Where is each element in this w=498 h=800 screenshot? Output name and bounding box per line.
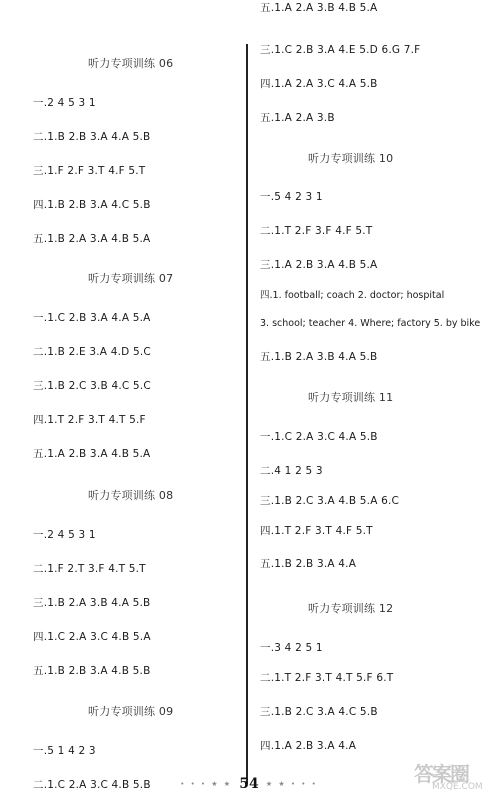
section-title: 听力专项训练 06 [88,57,174,70]
answer-line: 3. school; teacher 4. Where; factory 5. by bike [260,318,481,329]
left-column [0,0,245,791]
page-number: 54 [239,776,259,792]
section-title: 听力专项训练 07 [88,272,174,285]
answer-line: 二.1.T 2.F 3.T 4.T 5.F 6.T [260,672,394,684]
answer-line: 五.1.B 2.A 3.B 4.A 5.B [260,351,378,363]
answer-line: 四.1.A 2.A 3.C 4.A 5.B [260,78,378,90]
answer-line: 五.1.A 2.A 3.B [260,112,335,124]
answer-line: 三.1.B 2.A 3.B 4.A 5.B [33,597,151,609]
section-title: 听力专项训练 10 [308,152,394,165]
right-column [249,0,498,760]
answer-line: 一.1.C 2.A 3.C 4.A 5.B [260,431,378,443]
answer-line: 二.1.C 2.A 3.C 4.B 5.B [33,779,151,791]
answer-line: 二.1.F 2.T 3.F 4.T 5.T [33,563,146,575]
footer-stars-left: • • • ★ ★ [180,780,233,788]
answer-line: 二.1.B 2.E 3.A 4.D 5.C [33,346,151,358]
watermark-logo: 答案圈 [414,762,468,786]
answer-line: 一.3 4 2 5 1 [260,642,323,654]
answer-line: 三.1.B 2.C 3.B 4.C 5.C [33,380,151,392]
answer-line: 四.1.B 2.B 3.A 4.C 5.B [33,199,151,211]
watermark [414,758,492,796]
answer-line: 二.4 1 2 5 3 [260,465,323,477]
answer-line: 一.1.C 2.B 3.A 4.A 5.A [33,312,151,324]
answer-line: 五.1.A 2.B 3.A 4.B 5.A [33,448,151,460]
answer-line: 三.1.B 2.C 3.A 4.C 5.B [260,706,378,718]
section-title: 听力专项训练 12 [308,602,394,615]
answer-line: 四.1.A 2.B 3.A 4.A [260,740,357,752]
answer-line: 二.1.T 2.F 3.F 4.F 5.T [260,225,373,237]
answer-line: 三.1.A 2.B 3.A 4.B 5.A [260,259,378,271]
answer-line: 二.1.B 2.B 3.A 4.A 5.B [33,131,151,143]
answer-line: 三.1.C 2.B 3.A 4.E 5.D 6.G 7.F [260,44,421,56]
answer-line: 五.1.B 2.B 3.A 4.A [260,558,357,570]
answer-line: 一.2 4 5 3 1 [33,97,96,109]
section-title: 听力专项训练 09 [88,705,174,718]
answer-line: 四.1. football; coach 2. doctor; hospital [260,290,445,301]
answer-line: 一.2 4 5 3 1 [33,529,96,541]
answer-line: 四.1.T 2.F 3.T 4.F 5.T [260,525,373,537]
column-divider [246,44,248,784]
answer-line: 四.1.T 2.F 3.T 4.T 5.F [33,414,146,426]
section-title: 听力专项训练 11 [308,391,394,404]
answer-line: 一.5 4 2 3 1 [260,191,323,203]
answer-line: 四.1.C 2.A 3.C 4.B 5.A [33,631,151,643]
answer-line: 五.1.A 2.A 3.B 4.B 5.A [260,2,378,14]
answer-line: 三.1.B 2.C 3.A 4.B 5.A 6.C [260,495,400,507]
watermark-url: MXQE.COM [432,782,483,792]
footer-stars-right: ★ ★ • • • [265,780,318,788]
answer-line: 五.1.B 2.B 3.A 4.B 5.B [33,665,151,677]
answer-line: 一.5 1 4 2 3 [33,745,96,757]
section-title: 听力专项训练 08 [88,489,174,502]
answer-line: 五.1.B 2.A 3.A 4.B 5.A [33,233,151,245]
answer-line: 三.1.F 2.F 3.T 4.F 5.T [33,165,146,177]
